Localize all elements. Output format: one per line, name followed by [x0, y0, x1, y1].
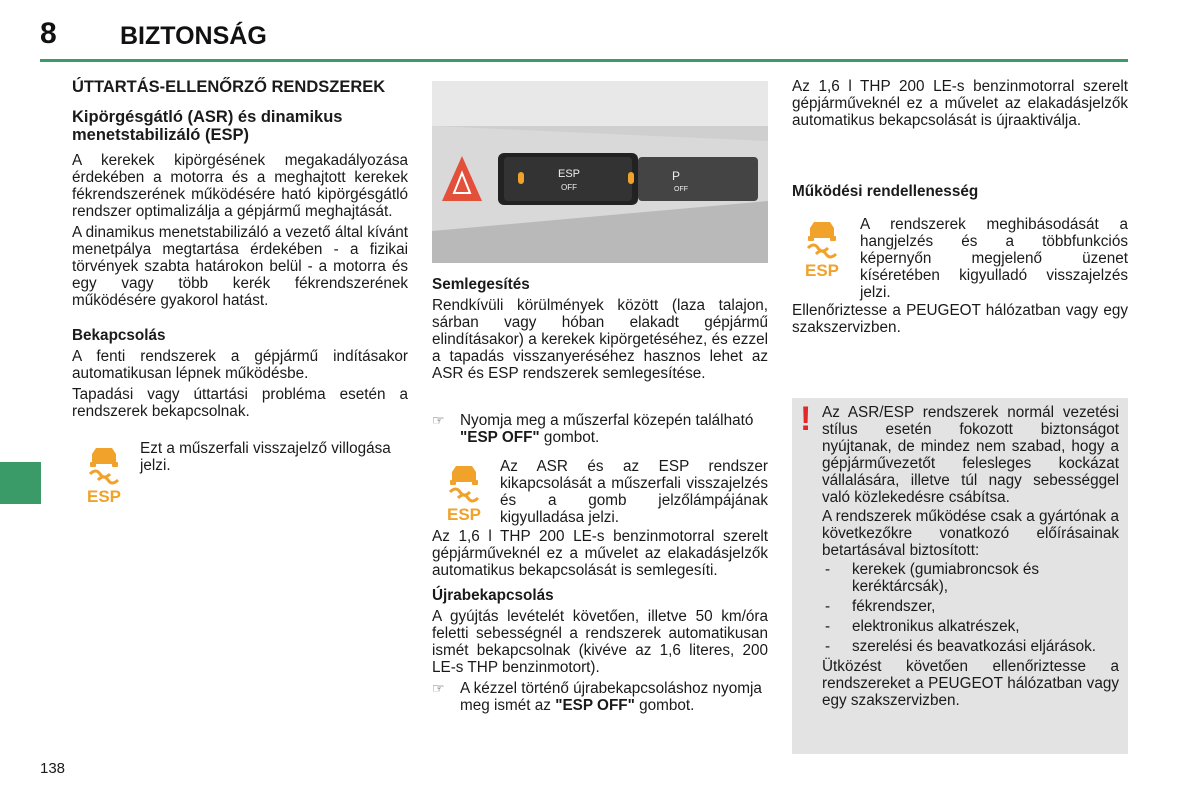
section-subtitle: Kipörgésgátló (ASR) és dinamikus menetstabilizáló (ESP): [72, 108, 343, 144]
column-3: [792, 78, 1128, 340]
subheading-activation: Bekapcsolás: [72, 327, 166, 344]
chapter-number: 8: [40, 17, 57, 50]
dashboard-photo: [432, 81, 768, 263]
paragraph: Ellenőriztesse a PEUGEOT hálózatban vagy egy szakszervizben.: [792, 302, 1128, 336]
list-item: - fékrendszer,: [825, 598, 936, 615]
paragraph: Az 1,6 l THP 200 LE-s benzinmotorral szerelt gépjárműveknél ez a művelet az elakadásjelzők automatikus bekapcsolását is újraaktiválja.: [792, 78, 1128, 129]
warning-box: [792, 398, 1128, 754]
chapter-title: BIZTONSÁG: [120, 22, 267, 50]
section-title: ÚTTARTÁS-ELLENŐRZŐ RENDSZEREK: [72, 78, 386, 96]
paragraph: Az 1,6 l THP 200 LE-s benzinmotorral szerelt gépjárműveknél ez a művelet az elakadásjelzők automatikus bekapcsolását is semlegesíti.: [432, 528, 768, 579]
paragraph: A kerekek kipörgésének megakadályozása érdekében a motorra és a meghajtott kerekek fékrendszerének működésére ható kipörgésgátló rendszer optimalizálja a gépjármű meghajtását.: [72, 152, 408, 220]
svg-text:OFF: OFF: [674, 186, 688, 193]
esp-warning-row: [72, 440, 408, 510]
chapter-side-tab: [0, 462, 41, 504]
paragraph: A dinamikus menetstabilizáló a vezető által kívánt menetpálya megtartása érdekében - a fizikai törvények szabta határokon belül - a motorra és egy vagy több kerék fékrendszerének működésére gyakorol hatást.: [72, 224, 408, 309]
esp-warning-text: Ezt a műszerfali visszajelző villogása jelzi.: [140, 440, 391, 474]
list-item: - kerekek (gumiabroncsok és keréktárcsák),: [825, 561, 1040, 595]
warning-paragraph: A rendszerek működése csak a gyártónak a következőkre vonatkozó előírásainak betartásával biztosított:: [822, 508, 1119, 559]
esp-off-text: Az ASR és az ESP rendszer kikapcsolását a műszerfali visszajelzés és a gomb jelzőlámpájának kigyulladása jelzi.: [500, 458, 768, 526]
malfunction-row: [792, 216, 1128, 301]
svg-text:ESP: ESP: [446, 505, 482, 522]
paragraph: A fenti rendszerek a gépjármű indításakor automatikusan lépnek működésbe.: [72, 348, 408, 382]
pointing-hand-icon: ☞: [432, 412, 445, 428]
paragraph: A gyújtás levételét követően, illetve 50 km/óra feletti sebességnél a rendszerek automatikusan ismét bekapcsolnak (kivéve az 1,6 literes, 200 LE-s THP benzinmotort).: [432, 608, 768, 676]
column-2: [432, 276, 768, 714]
esp-warning-light-icon: [800, 218, 844, 278]
subheading-reactivation: Újrabekapcsolás: [432, 587, 554, 604]
dashboard-illustration: [432, 81, 768, 263]
pointing-hand-icon: ☞: [432, 680, 445, 696]
esp-warning-light-icon: [442, 462, 486, 522]
instruction-item: ☞ Nyomja meg a műszerfal közepén található "ESP OFF" gombot.: [432, 412, 754, 446]
paragraph: Rendkívüli körülmények között (laza talajon, sárban vagy hóban elakadt gépjármű elindításakor) a kerekek kipörgetéséhez, és ezzel a tapadás visszanyeréséhez hasznos lehet az ASR és ESP rendszerek semlegesítése.: [432, 297, 768, 382]
esp-warning-light-icon: [82, 444, 126, 504]
subheading-neutralisation: Semlegesítés: [432, 276, 530, 293]
svg-text:ESP: ESP: [557, 168, 581, 180]
warning-paragraph: Ütközést követően ellenőriztesse a rendszereket a PEUGEOT hálózatban vagy egy szakszervizben.: [822, 658, 1119, 709]
svg-text:ESP: ESP: [86, 487, 122, 504]
esp-off-row: [432, 458, 768, 528]
page-number: 138: [40, 760, 66, 777]
header-rule: [40, 59, 1128, 62]
paragraph: Tapadási vagy úttartási probléma esetén a rendszerek bekapcsolnak.: [72, 386, 408, 420]
svg-text:OFF: OFF: [561, 183, 577, 192]
list-item: - szerelési és beavatkozási eljárások.: [825, 638, 1097, 655]
instruction-item: ☞ A kézzel történő újrabekapcsoláshoz nyomja meg ismét az "ESP OFF" gombot.: [432, 680, 762, 714]
warning-exclamation-icon: !: [800, 400, 812, 438]
malfunction-text: A rendszerek meghibásodását a hangjelzés és a többfunkciós képernyőn megjelenő üzenet kíséretében kigyulladó visszajelzés jelzi.: [860, 216, 1128, 301]
warning-paragraph: Az ASR/ESP rendszerek normál vezetési stílus esetén fokozott biztonságot nyújtanak, de mindez nem szabad, hogy a gépjárművezetőt felesleges kockázat vállalására, illetve túl nagy sebességgel való közlekedésre csábítsa.: [822, 404, 1119, 506]
column-1: [72, 78, 408, 510]
subheading-malfunction: Működési rendellenesség: [792, 183, 979, 200]
svg-text:ESP: ESP: [804, 261, 840, 278]
svg-text:P: P: [672, 169, 681, 183]
list-item: - elektronikus alkatrészek,: [825, 618, 1020, 635]
